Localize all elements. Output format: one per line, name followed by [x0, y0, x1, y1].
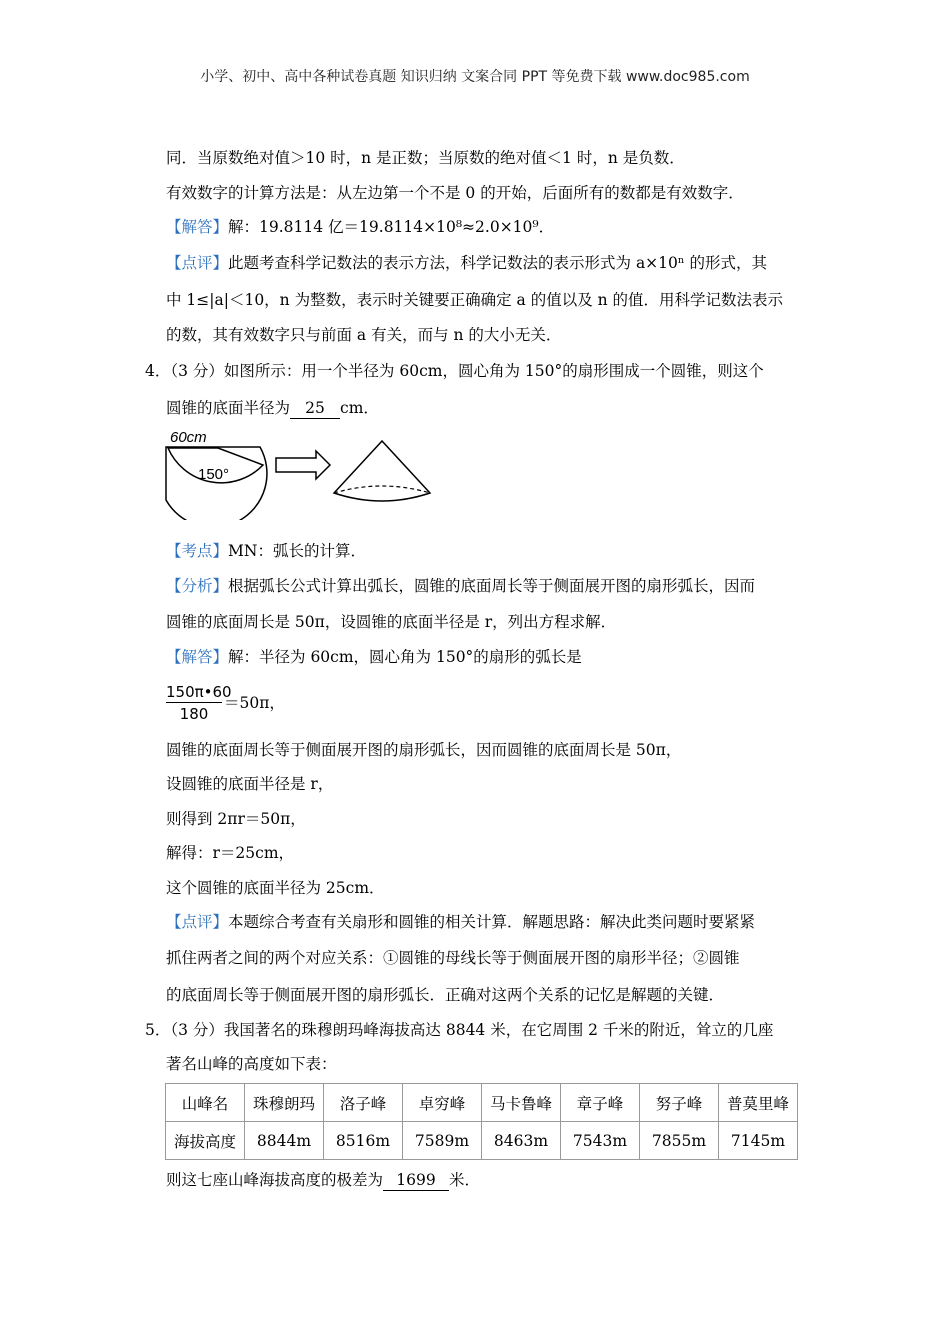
text-line: 有效数字的计算方法是：从左边第一个不是 0 的开始，后面所有的数都是有效数字． — [166, 184, 744, 202]
kaodian-text: MN：弧长的计算． — [228, 542, 366, 560]
table-cell: 洛子峰 — [324, 1084, 403, 1122]
cone-base-dashed — [334, 486, 430, 493]
question-5 — [145, 1020, 773, 1040]
table-cell: 8463m — [482, 1122, 561, 1160]
mountain-table — [165, 1083, 798, 1160]
fraction-numerator: 150π•60 — [166, 683, 232, 701]
answer-tag: 【解答】 — [166, 648, 229, 666]
table-cell: 卓穷峰 — [403, 1084, 482, 1122]
question-text: 则这七座山峰海拔高度的极差为 — [166, 1171, 384, 1189]
text-line: 同．当原数绝对值＞10 时，n 是正数；当原数的绝对值＜1 时，n 是负数． — [166, 149, 685, 167]
text-line: 圆锥的底面周长等于侧面展开图的扇形弧长，因而圆锥的底面周长是 50π， — [166, 741, 682, 759]
text-line — [166, 398, 379, 419]
table-cell: 山峰名 — [166, 1084, 245, 1122]
question-text: 圆锥的底面半径为 — [166, 399, 291, 417]
table-cell: 7855m — [640, 1122, 719, 1160]
table-cell: 海拔高度 — [166, 1122, 245, 1160]
comment-tag: 【点评】 — [166, 254, 229, 272]
radius-label: 60cm — [170, 429, 207, 446]
table-cell: 7589m — [403, 1122, 482, 1160]
question-text: cm． — [340, 399, 379, 417]
answer-tag: 【解答】 — [166, 218, 229, 236]
answer-blank: 1699 — [383, 1170, 449, 1191]
text-line — [166, 912, 755, 932]
table-cell: 8516m — [324, 1122, 403, 1160]
table-row — [166, 1122, 798, 1160]
text-line — [166, 1170, 480, 1191]
text-line — [166, 576, 755, 596]
text-line: 则得到 2πr＝50π， — [166, 810, 306, 828]
text-line: 这个圆锥的底面半径为 25cm． — [166, 879, 385, 897]
text-line — [166, 217, 554, 237]
angle-label: 150° — [198, 466, 230, 483]
table-cell: 珠穆朗玛 — [245, 1084, 324, 1122]
text-line: 中 1≤|a|＜10，n 为整数，表示时关键要正确确定 a 的值以及 n 的值．用科学记数法表示 — [166, 291, 784, 309]
analysis-tag: 【分析】 — [166, 577, 229, 595]
text-line: 著名山峰的高度如下表： — [166, 1055, 337, 1073]
page-header: 小学、初中、高中各种试卷真题 知识归纳 文案合同 PPT 等免费下载 www.doc985.com — [200, 69, 750, 85]
cone-shape — [334, 441, 430, 501]
table-cell: 8844m — [245, 1122, 324, 1160]
table-row — [166, 1084, 798, 1122]
analysis-text: 根据弧长公式计算出弧长，圆锥的底面周长等于侧面展开图的扇形弧长，因而 — [228, 577, 756, 595]
text-line: 圆锥的底面周长是 50π，设圆锥的底面半径是 r，列出方程求解． — [166, 613, 617, 631]
text-line: 的数，其有效数字只与前面 a 有关，而与 n 的大小无关． — [166, 326, 562, 344]
table-cell: 普莫里峰 — [719, 1084, 798, 1122]
question-text: 米． — [449, 1171, 481, 1189]
text-line: 抓住两者之间的两个对应关系：①圆锥的母线长等于侧面展开图的扇形半径；②圆锥 — [166, 949, 740, 967]
kaodian-tag: 【考点】 — [166, 542, 229, 560]
comment-text: 此题考查科学记数法的表示方法，科学记数法的表示形式为 a×10ⁿ 的形式，其 — [228, 254, 768, 272]
table-cell: 马卡鲁峰 — [482, 1084, 561, 1122]
question-text: （3 分）我国著名的珠穆朗玛峰海拔高达 8844 米，在它周围 2 千米的附近，耸立的几座 — [170, 1021, 774, 1039]
fraction-denominator: 180 — [179, 705, 209, 723]
answer-text: 解：19.8114 亿＝19.8114×10⁸≈2.0×10⁹． — [228, 218, 555, 236]
question-number: 5． — [145, 1021, 171, 1039]
table-cell: 7145m — [719, 1122, 798, 1160]
sector-cone-figure — [160, 425, 440, 520]
answer-text: 解：半径为 60cm，圆心角为 150°的扇形的弧长是 — [228, 648, 582, 666]
answer-blank: 25 — [290, 398, 340, 419]
table-cell: 努子峰 — [640, 1084, 719, 1122]
fraction-result: ＝50π， — [224, 694, 285, 712]
comment-tag: 【点评】 — [166, 913, 229, 931]
text-line — [166, 647, 582, 667]
text-line: 的底面周长等于侧面展开图的扇形弧长．正确对这两个关系的记忆是解题的关键． — [166, 986, 725, 1004]
arrow-icon — [276, 451, 330, 479]
table-cell: 章子峰 — [561, 1084, 640, 1122]
text-line — [166, 253, 767, 273]
question-number: 4． — [145, 362, 171, 380]
question-4 — [145, 361, 764, 381]
comment-text: 本题综合考查有关扇形和圆锥的相关计算．解题思路：解决此类问题时要紧紧 — [228, 913, 756, 931]
text-line: 解得：r＝25cm， — [166, 844, 295, 862]
text-line: 设圆锥的底面半径是 r， — [166, 775, 334, 793]
table-cell: 7543m — [561, 1122, 640, 1160]
fraction — [166, 683, 232, 723]
text-line — [166, 541, 366, 561]
question-text: （3 分）如图所示：用一个半径为 60cm，圆心角为 150°的扇形围成一个圆锥，则这个 — [170, 362, 764, 380]
